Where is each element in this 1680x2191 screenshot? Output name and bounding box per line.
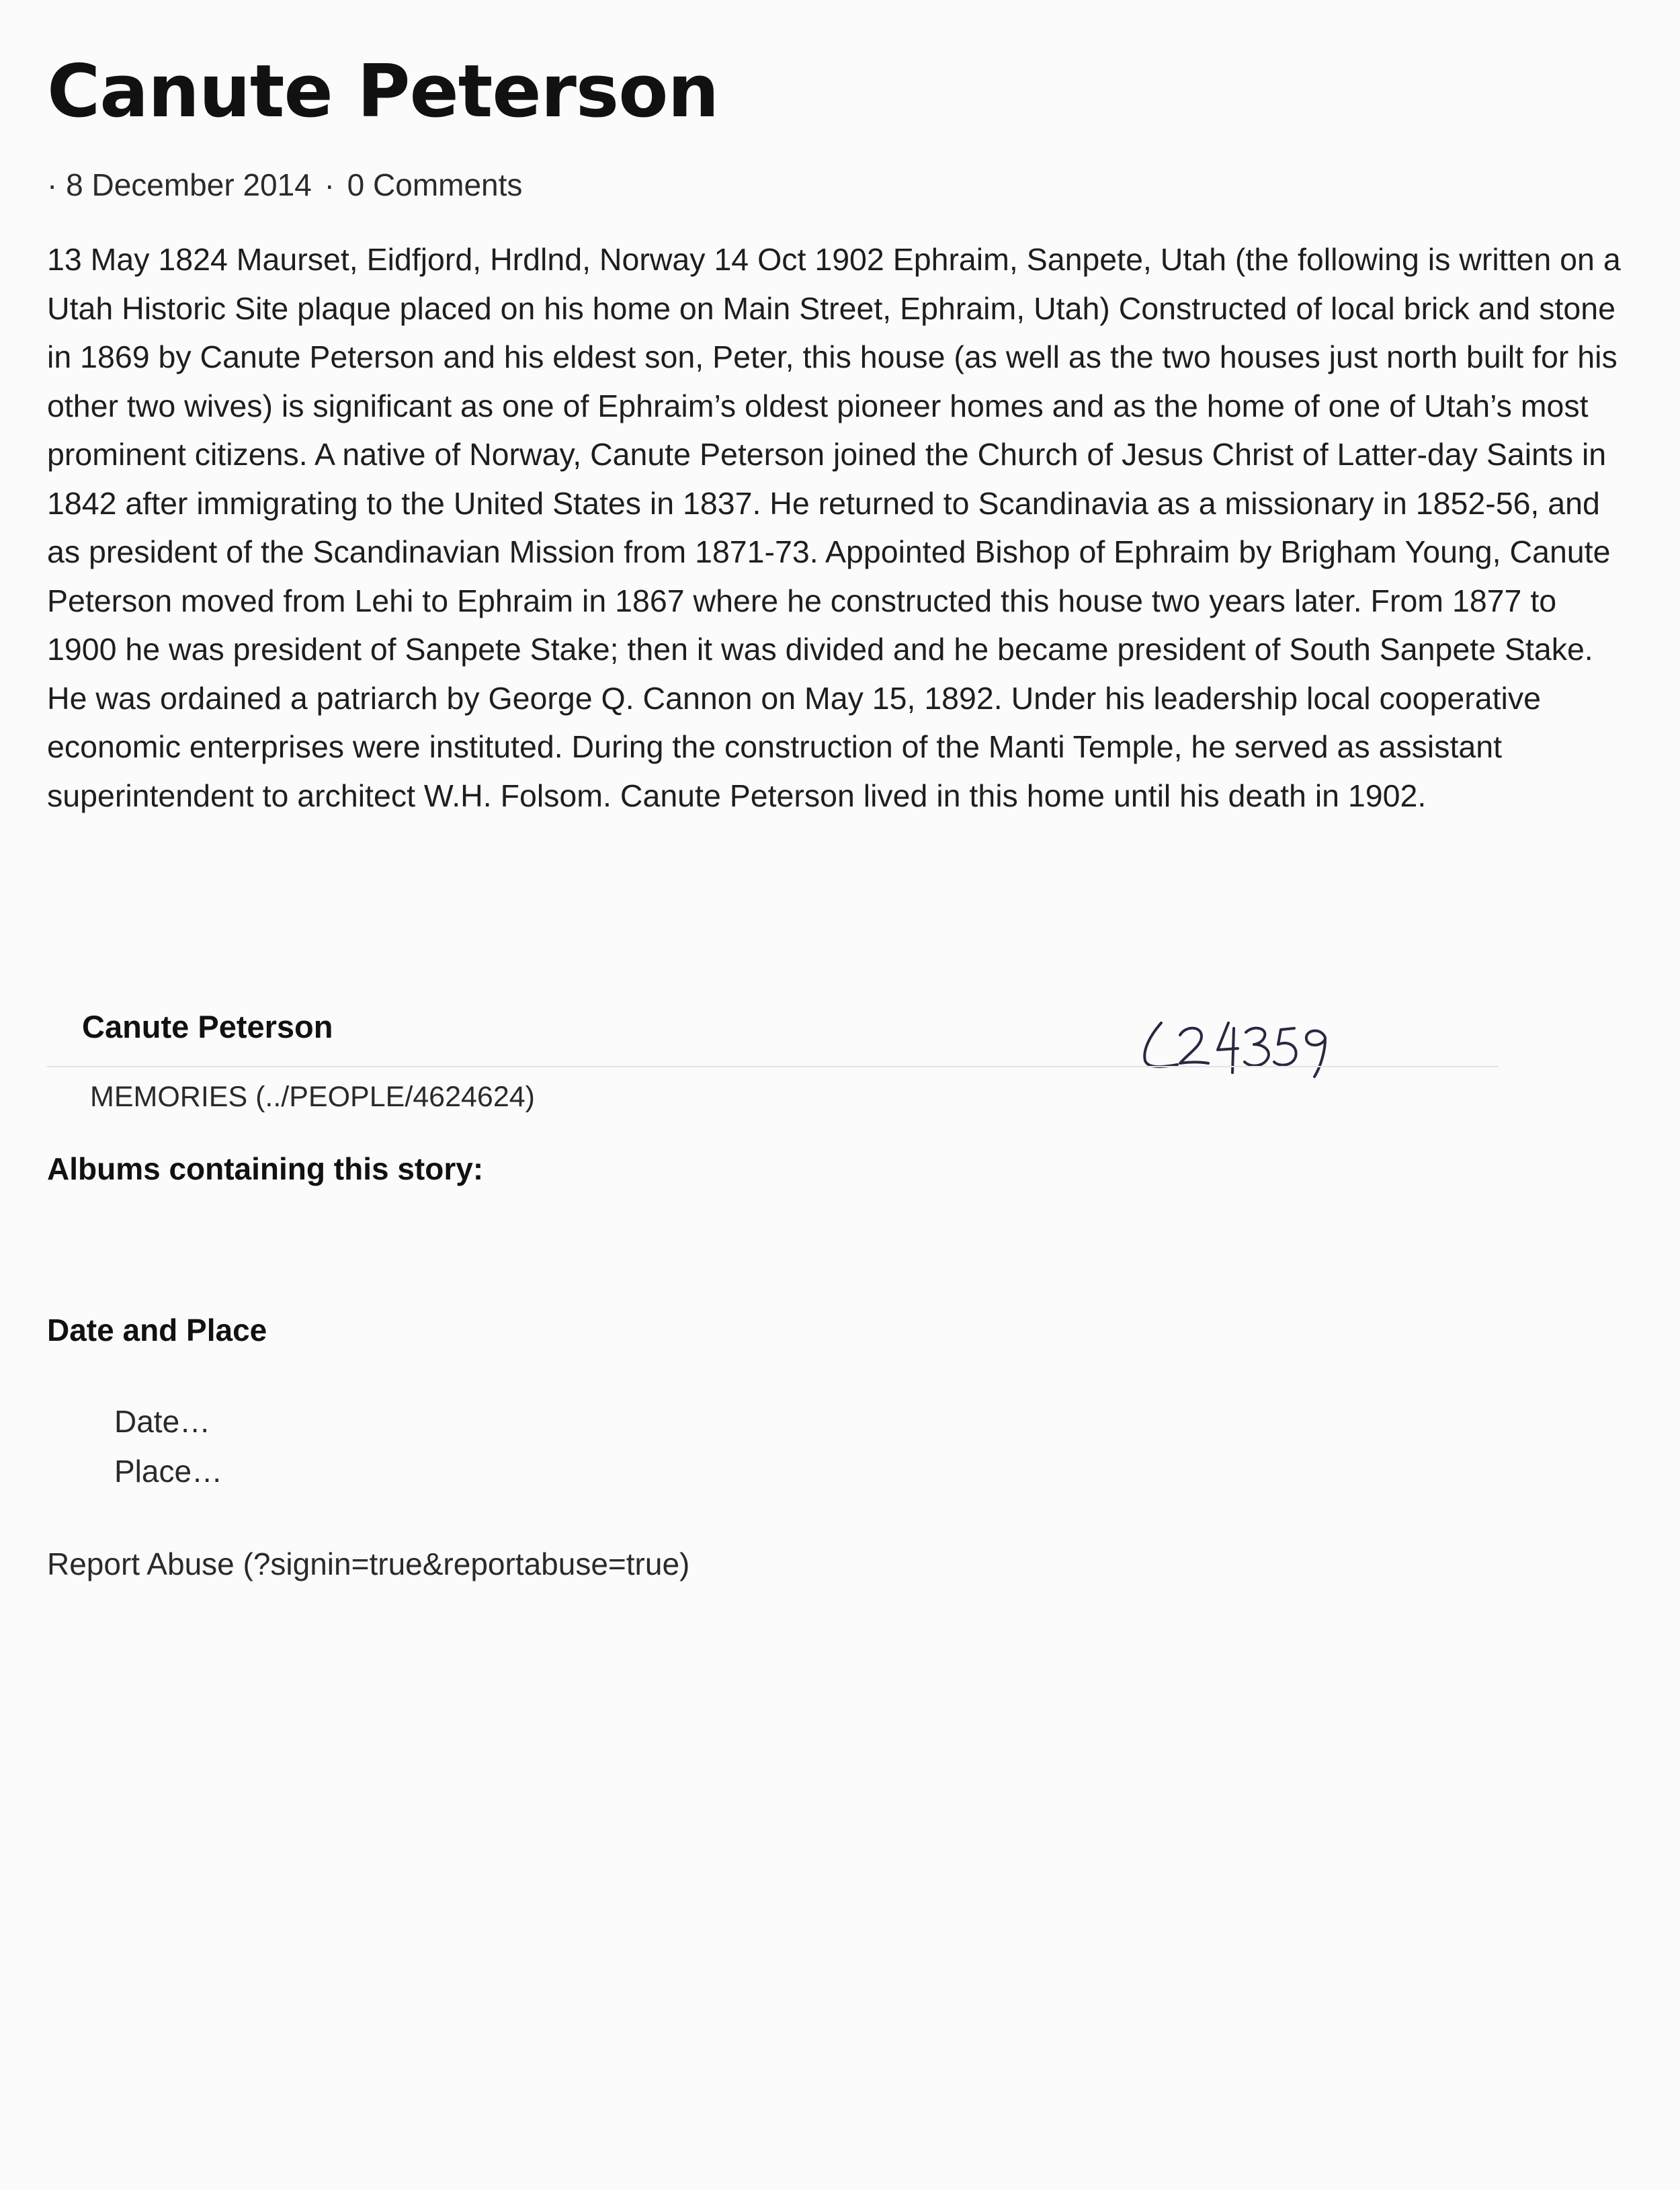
memories-link[interactable]: MEMORIES (../PEOPLE/4624624) bbox=[90, 1081, 535, 1113]
section-divider bbox=[47, 1066, 1499, 1067]
date-field[interactable]: Date… bbox=[114, 1404, 211, 1439]
date-place-heading: Date and Place bbox=[47, 1313, 267, 1348]
albums-heading: Albums containing this story: bbox=[47, 1151, 484, 1186]
person-name[interactable]: Canute Peterson bbox=[82, 1009, 333, 1044]
story-date: 8 December 2014 bbox=[66, 167, 312, 202]
story-meta bbox=[47, 167, 522, 203]
meta-separator: · bbox=[324, 167, 335, 202]
story-title: Canute Peterson bbox=[47, 50, 719, 134]
report-abuse-link[interactable]: Report Abuse (?signin=true&reportabuse=true) bbox=[47, 1546, 690, 1581]
handwritten-note-drawing bbox=[1136, 1008, 1337, 1082]
story-body: 13 May 1824 Maurset, Eidfjord, Hrdlnd, Norway 14 Oct 1902 Ephraim, Sanpete, Utah (the following is written on a Utah Historic Site plaque placed on his home on Main Street, Ephraim, Utah) Constructed of local brick and stone in 1869 by Canute Peterson and his eldest son, Peter, this house (as well as the two houses just north built for his other two wives) is significant as one of Ephraim’s oldest pioneer homes and as the home of one of Utah’s most prominent citizens. A native of Norway, Canute Peterson joined the Church of Jesus Christ of Latter-day Saints in 1842 after immigrating to the United States in 1837. He returned to Scandinavia as a missionary in 1852-56, and as president of the Scandinavian Mission from 1871-73. Appointed Bishop of Ephraim by Brigham Young, Canute Peterson moved from Lehi to Ephraim in 1867 where he constructed this house two years later. From 1877 to 1900 he was president of Sanpete Stake; then it was divided and he became president of South Sanpete Stake. He was ordained a patriarch by George Q. Cannon on May 15, 1892. Under his leadership local cooperative economic enterprises were instituted. During the construction of the Manti Temple, he served as assistant superintendent to architect W.H. Folsom. Canute Peterson lived in this home until his death in 1902. bbox=[47, 242, 1621, 813]
comments-count[interactable]: 0 Comments bbox=[347, 167, 523, 202]
handwritten-note bbox=[1136, 1008, 1337, 1082]
place-field[interactable]: Place… bbox=[114, 1454, 223, 1489]
meta-lead-separator: · bbox=[47, 167, 58, 202]
